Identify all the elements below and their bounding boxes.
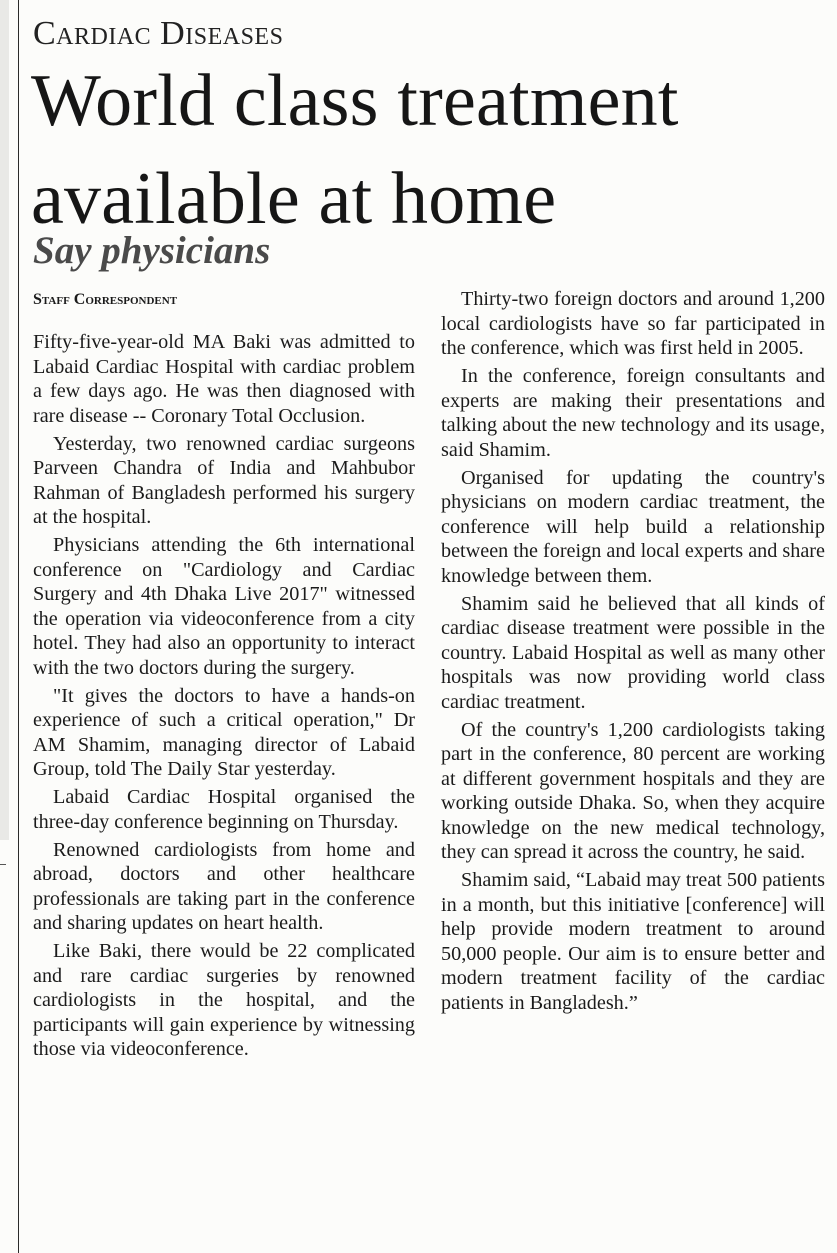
paragraph: Labaid Cardiac Hospital organised the three-day conference beginning on Thursday. xyxy=(33,786,415,833)
paragraph: Yesterday, two renowned cardiac surgeons Parveen Chandra of India and Mahbubor Rahman of Bangladesh performed his surgery at the hospital. xyxy=(33,432,415,528)
headline-line-1: World class treatment xyxy=(31,60,679,142)
column-rule xyxy=(18,0,19,1253)
paragraph: In the conference, foreign consultants and experts are making their presentations and talking about the new technology and its usage, said Shamim. xyxy=(441,365,825,461)
body-column-right xyxy=(441,287,825,1019)
headline-line-2: available at home xyxy=(31,158,557,240)
deck-subheadline: Say physicians xyxy=(33,229,271,272)
body-column-left xyxy=(33,330,415,1065)
paragraph: Thirty-two foreign doctors and around 1,200 local cardiologists have so far participated in the conference, which was first held in 2005. xyxy=(441,288,825,359)
byline: Staff Correspondent xyxy=(33,291,178,308)
paragraph: Shamim said, “Labaid may treat 500 patients in a month, but this initiative [conference] will help provide modern treatment to around 50,000 people. Our aim is to ensure better and modern treatment facility of the cardiac patients in Bangladesh.” xyxy=(441,869,825,1014)
paragraph: Like Baki, there would be 22 complicated and rare cardiac surgeries by renowned cardiologists in the hospital, and the participants will gain experience by witnessing those via videoconference. xyxy=(33,940,415,1060)
adjacent-page-mark xyxy=(0,864,6,865)
paragraph: Physicians attending the 6th international conference on "Cardiology and Cardiac Surgery and 4th Dhaka Live 2017" witnessed the operation via videoconference from a city hotel. They had also an opportunity to interact with the two doctors during the surgery. xyxy=(33,534,415,679)
paragraph: Renowned cardiologists from home and abroad, doctors and other healthcare professionals are taking part in the conference and sharing updates on heart health. xyxy=(33,838,415,934)
paragraph: Organised for updating the country's physicians on modern cardiac treatment, the conference will help build a relationship between the foreign and local experts and share knowledge between them. xyxy=(441,466,825,587)
paragraph: Fifty-five-year-old MA Baki was admitted to Labaid Cardiac Hospital with cardiac problem a few days ago. He was then diagnosed with rare disease -- Coronary Total Occlusion. xyxy=(33,331,415,427)
section-kicker: Cardiac Diseases xyxy=(33,15,284,52)
paragraph: Of the country's 1,200 cardiologists taking part in the conference, 80 percent are working at different government hospitals and they are working outside Dhaka. So, when they acquire knowledge on the new medical technology, they can spread it across the country, he said. xyxy=(441,718,825,863)
paragraph: Shamim said he believed that all kinds of cardiac disease treatment were possible in the country. Labaid Hospital as well as many other hospitals was now providing world class cardiac treatment. xyxy=(441,592,825,713)
paragraph: "It gives the doctors to have a hands-on experience of such a critical operation," Dr AM Shamim, managing director of Labaid Group, told The Daily Star yesterday. xyxy=(33,684,415,780)
headline xyxy=(31,52,831,248)
adjacent-page-strip xyxy=(0,0,9,840)
